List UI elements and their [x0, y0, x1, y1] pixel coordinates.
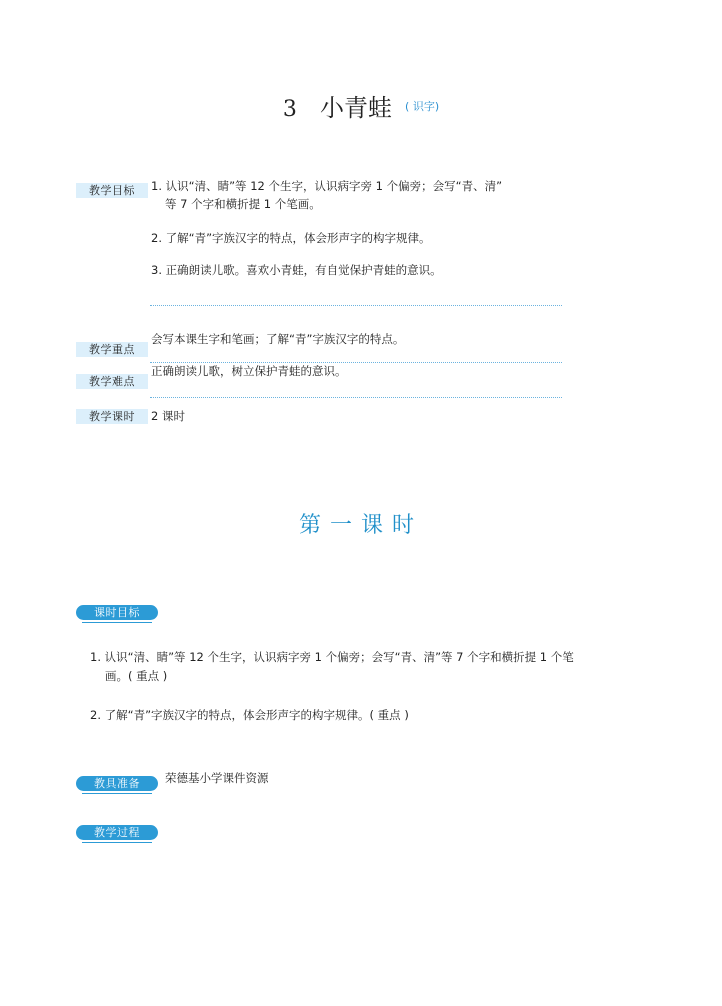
lesson-title: 小青蛙 [319, 94, 392, 122]
lesson-goal-item-2: 2. 了解“青”字族汉字的特点，体会形声字的构字规律。( 重点 ) [90, 708, 409, 722]
divider-dotted [150, 305, 562, 306]
objective-item-1: 1. 认识“清、睛”等 12 个生字，认识病字旁 1 个偏旁；会写“青、清” [151, 179, 503, 193]
lesson-tag: ( 识字) [405, 100, 440, 113]
lesson-number: 3 [282, 97, 297, 122]
difficulties-text: 正确朗读儿歌，树立保护青蛙的意识。 [151, 364, 347, 378]
materials-text: 荣德基小学课件资源 [165, 771, 269, 785]
materials-label: 教具准备 [76, 776, 158, 791]
lesson-goal-item-1: 1. 认识“清、睛”等 12 个生字，认识病字旁 1 个偏旁；会写“青、清”等 7 个字和横折提 1 个笔 [90, 650, 574, 664]
divider-dotted [150, 397, 562, 398]
lesson-heading [0, 88, 722, 123]
difficulties-label: 教学难点 [76, 374, 148, 389]
lesson-goal-item-1-continued: 画。( 重点 ) [105, 669, 168, 683]
lesson-goals-label: 课时目标 [76, 605, 158, 620]
objective-item-3: 3. 正确朗读儿歌。喜欢小青蛙，有自觉保护青蛙的意识。 [151, 263, 442, 277]
objective-item-2: 2. 了解“青”字族汉字的特点，体会形声字的构字规律。 [151, 231, 431, 245]
objective-item-1-continued: 等 7 个字和横折提 1 个笔画。 [165, 197, 321, 211]
section-title: 第一课时 [298, 513, 423, 538]
key-points-label: 教学重点 [76, 342, 148, 357]
process-label: 教学过程 [76, 825, 158, 840]
key-points-text: 会写本课生字和笔画；了解“青”字族汉字的特点。 [151, 332, 405, 346]
hours-label: 教学课时 [76, 409, 148, 424]
hours-text: 2 课时 [151, 409, 185, 423]
objectives-label: 教学目标 [76, 183, 148, 198]
